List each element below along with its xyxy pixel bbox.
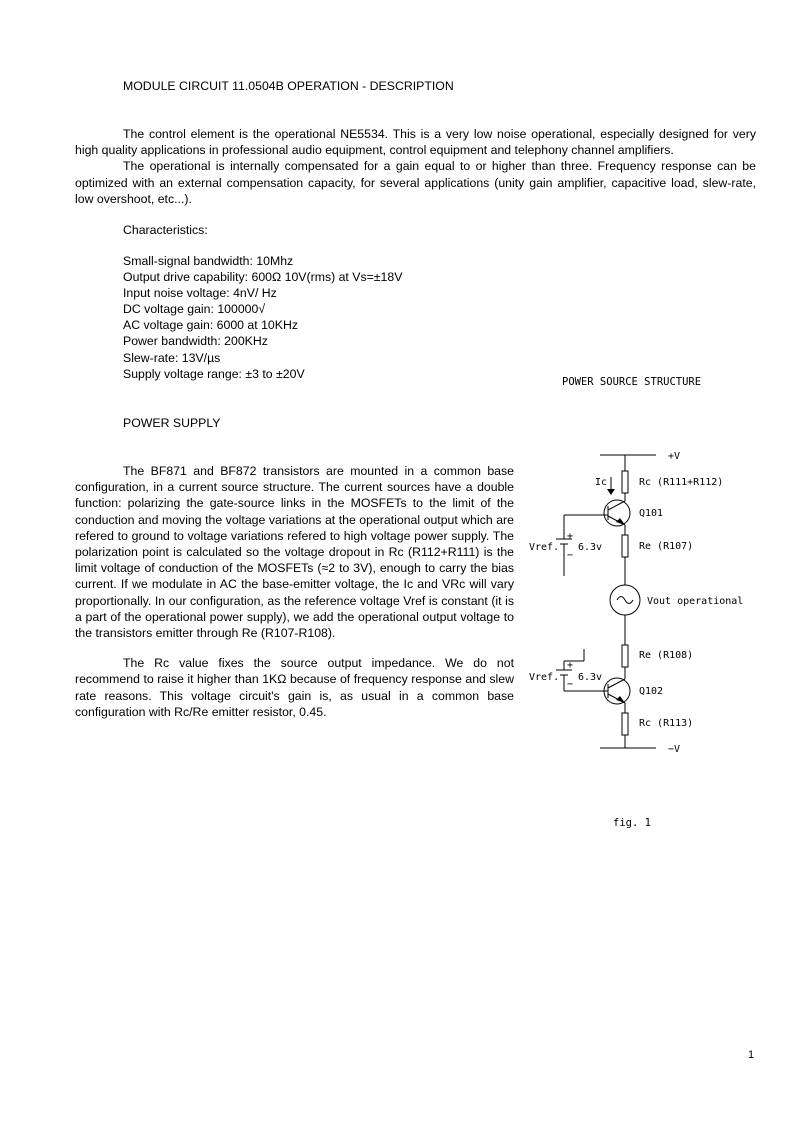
page-number: 1 bbox=[748, 1049, 755, 1061]
intro-paragraph-2: The operational is internally compensated for a gain equal to or higher than three. Frequency response can be optimized with an external compensation capacity, for several applications (unity gain amplifier, capacitive load, slew-rate, low overshoot, etc...). bbox=[75, 159, 756, 206]
power-supply-text bbox=[75, 463, 514, 720]
label-vref-2: Vref. bbox=[529, 672, 560, 683]
label-minus-2: − bbox=[567, 679, 574, 690]
characteristics-heading: Characteristics: bbox=[123, 223, 208, 237]
intro-paragraph-1: The control element is the operational NE5534. This is a very low noise operational, especially designed for very high quality applications in professional audio equipment, control equipment and telephony channel amplifiers. bbox=[75, 127, 756, 158]
ic-arrow-icon bbox=[607, 489, 615, 495]
page-title: MODULE CIRCUIT 11.0504B OPERATION - DESCRIPTION bbox=[123, 79, 454, 93]
figure-caption: fig. 1 bbox=[613, 817, 651, 829]
label-re-bot: Re (R108) bbox=[639, 650, 694, 661]
resistor-re-bot bbox=[622, 645, 628, 667]
label-re-top: Re (R107) bbox=[639, 541, 694, 552]
label-q101: Q101 bbox=[639, 508, 664, 519]
power-supply-paragraph-2: The Rc value fixes the source output impedance. We do not recommend to raise it higher than 1KΩ because of frequency response and slew rate reasons. This voltage circuit's gain is, as usual in a common base configuration with Rc/Re emitter resistor, 0.45. bbox=[75, 656, 514, 719]
label-voltage-2: 6.3v bbox=[578, 672, 603, 683]
list-item: Supply voltage range: ±3 to ±20V bbox=[123, 366, 305, 381]
resistor-rc-top bbox=[622, 471, 628, 493]
resistor-re-top bbox=[622, 535, 628, 557]
section-heading-power-supply: POWER SUPPLY bbox=[123, 416, 221, 430]
list-item: Small-signal bandwidth: 10Mhz bbox=[123, 254, 294, 268]
characteristics-list bbox=[123, 253, 402, 382]
list-item: Input noise voltage: 4nV/ Hz bbox=[123, 286, 277, 301]
label-voltage-1: 6.3v bbox=[578, 542, 603, 553]
label-rc-bot: Rc (R113) bbox=[639, 718, 694, 729]
label-vplus: +V bbox=[668, 451, 681, 462]
power-supply-paragraph-1: The BF871 and BF872 transistors are mounted in a common base configuration, in a current source structure. The current sources have a double function: polarizing the gate-source links in the MOSFETs to the limit of the conduction and moving the voltage variations at the operational output which are refered to ground to voltage variations refered to high voltage power supply. The polarization point is calculated so the voltage dropout in Rc (R112+R111) is the limit voltage of conduction of the MOSFETs (≈2 to 3V), enough to carry the bias current. If we modulate in AC the base-emitter voltage, the Ic and VRc will vary proportionally. In our configuration, as the reference voltage Vref is constant (it is a part of the operational power supply), we add the operational output voltage to the transistors emitter through Re (R107-R108). bbox=[75, 464, 514, 641]
label-plus-1: + bbox=[567, 531, 574, 542]
figure-title: POWER SOURCE STRUCTURE bbox=[562, 376, 702, 388]
intro-text bbox=[75, 126, 756, 207]
circuit-diagram bbox=[520, 365, 760, 835]
list-item: Power bandwidth: 200KHz bbox=[123, 334, 268, 349]
label-vref-1: Vref. bbox=[529, 542, 560, 553]
label-plus-2: + bbox=[567, 660, 574, 671]
emitter-arrow-icon bbox=[616, 696, 625, 703]
label-rc-top: Rc (R111+R112) bbox=[639, 477, 724, 488]
resistor-rc-bot bbox=[622, 713, 628, 735]
list-item: Output drive capability: 600Ω 10V(rms) at Vs=±18V bbox=[123, 270, 403, 285]
label-vout: Vout operational bbox=[647, 596, 744, 607]
list-item: Slew-rate: 13V/µs bbox=[123, 350, 221, 365]
list-item: DC voltage gain: 100000√ bbox=[123, 302, 266, 317]
label-ic: Ic bbox=[595, 477, 608, 488]
label-q102: Q102 bbox=[639, 686, 664, 697]
label-vminus: −V bbox=[668, 744, 681, 755]
list-item: AC voltage gain: 6000 at 10KHz bbox=[123, 318, 299, 333]
emitter-arrow-icon bbox=[616, 518, 625, 525]
label-minus-1: − bbox=[567, 550, 574, 561]
